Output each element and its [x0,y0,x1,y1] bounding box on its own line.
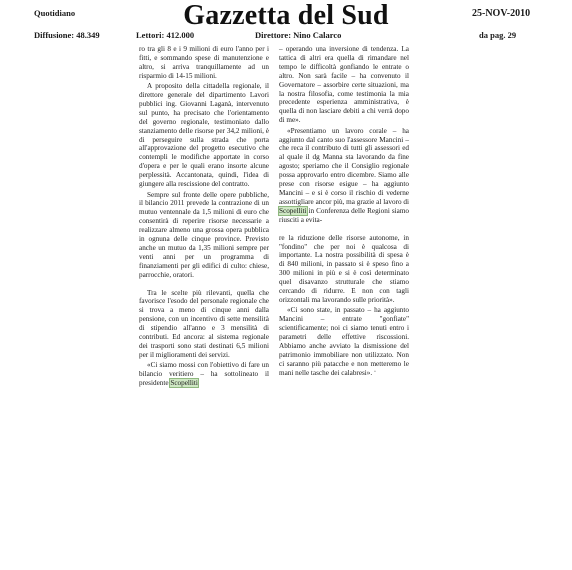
quote-text: «Presentiamo un lavoro corale – ha aggiunto dal canto suo l'assessore Mancini – che reca il contributo di tutti gli assessori ed al quale il dg Manna sta lavorando da fine agosto; speriamo che il Consiglio regionale possa approvarlo entro dicembre. Siamo alle prese con risorse esigue – ha aggiunto Mancini – e si è corso il rischio di vederne assottigliare ancor più, ma grazie al lavoro di [279,126,409,206]
paragraph: ro tra gli 8 e i 9 milioni di euro l'anno per i fitti, e sommando spese di manutenzione e altro, si arriva tranquillamente ad un risparmio di 14-15 milioni. [139,45,269,80]
paragraph: Sempre sul fronte delle opere pubbliche, il bilancio 2011 prevede la contrazione di un mutuo ventennale da 1,5 milioni di euro che consentirà di reperire risorse necessarie a realizzare almeno una grossa opera pubblica in ognuna delle cinque province. Previsto anche un mutuo da 1,35 milioni sempre per venti anni per un programma di finanziamenti per gli edifici di culto: chiese, parrocchie, oratori. [139,190,269,279]
article-column-left [139,45,269,388]
director-name: Direttore: Nino Calarco [255,30,342,40]
paragraph: – operando una inversione di tendenza. La tattica di altri era quella di rimandare nel tempo le difficoltà gonfiando le entrate o altro. Non sarà facile – ha convenuto il Governatore – assorbire certe situazioni, ma la nostra filosofia, come testimonia la mia precedente esperienza amministrativa, è quella di non lasciare debiti a chi verrà dopo di me». [279,45,409,125]
publication-type: Quotidiano [34,8,76,18]
highlighted-name: Scopelliti [279,206,307,215]
publication-date: 25-NOV-2010 [472,8,531,19]
paragraph: re la riduzione delle risorse autonome, in "fondino" che per noi è qualcosa di importante. La nostra possibilità di spesa è di 840 milioni, in passato si è speso fino a 300 milioni in più e si è così determinato quel disavanzo strutturale che stiamo cercando di ridurre. E non con tagli orizzontali ma lavorando sulle priorità». [279,233,409,304]
article-column-right [279,45,409,378]
readers-count: Lettori: 412.000 [136,30,195,40]
highlighted-name: Scopelliti [170,379,198,388]
paragraph: Tra le scelte più rilevanti, quella che favorisce l'esodo del personale regionale che si trova a meno di cinque anni dalla pensione, con un incentivo di sette mensilità di stipendio all'anno e 3 mensilità di contributi. Ed ancora: al sistema regionale dei trasporti sono stati destinati 6,5 milioni per il miglioramenti dei servizi. [139,288,269,359]
paragraph: A proposito della cittadella regionale, il direttore generale del dipartimento Lavori pubblici ing. Giovanni Laganà, intervenuto sul punto, ha precisato che l'orientamento del governo regionale, testimoniato dallo stanziamento delle risorse per 34,2 milioni, è di perseguire sulla strada che porta all'approvazione del progetto esecutivo che contempli le modifiche apportate in corso d'opera e per le quali erano insorte alcune perplessità. Accantonata, quindi, l'idea di giungere alla rescissione del contratto. [139,82,269,189]
paragraph [279,306,409,377]
paragraph [139,361,269,388]
paragraph [279,127,409,225]
quote-text: in Conferenza delle Regioni siamo riusciti a evita- [279,206,409,224]
masthead-title: Gazzetta del Sud [183,0,389,31]
quote-text: «Ci sono state, in passato – ha aggiunto Mancini – entrate "gonfiate" scientificamente; noi ci siamo tenuti entro i parametri delle effettive riscossioni. Abbiamo anche avviato la dismissione del patrimonio immobiliare non utilizzato. Non ci saranno più patacche e non metteremo le mani nelle tasche dei calabresi». [279,306,409,377]
quote-text: «Ci siamo mossi con l'obiettivo di fare un bilancio veritiero – ha sottolineato il presidente [139,361,269,388]
end-of-article-mark: ▫ [374,369,376,375]
page-reference: da pag. 29 [479,30,517,40]
diffusion-count: Diffusione: 48.349 [34,30,100,40]
